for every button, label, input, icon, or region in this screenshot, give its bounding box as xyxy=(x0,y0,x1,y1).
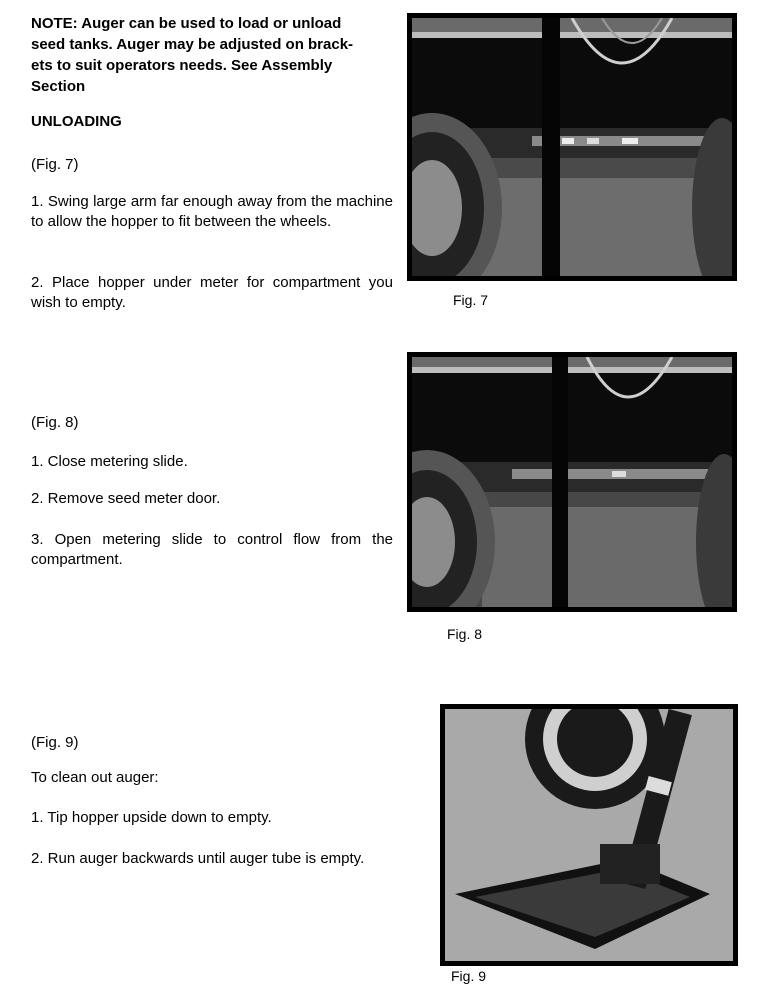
note-line-4: Section xyxy=(31,78,86,95)
unloading-heading: UNLOADING xyxy=(31,113,122,130)
fig7-photo xyxy=(407,13,737,281)
fig7-reference: (Fig. 7) xyxy=(31,156,79,173)
fig8-reference: (Fig. 8) xyxy=(31,414,79,431)
note-line-1: NOTE: Auger can be used to load or unload xyxy=(31,15,342,32)
fig9-caption: Fig. 9 xyxy=(451,968,487,984)
note-paragraph xyxy=(31,13,393,97)
fig8-photo xyxy=(407,352,737,612)
fig9-step-2: 2. Run auger backwards until auger tube is empty. xyxy=(31,850,365,867)
note-line-2: seed tanks. Auger may be adjusted on brack- xyxy=(31,36,354,53)
fig8-step-2: 2. Remove seed meter door. xyxy=(31,490,221,507)
fig8-step-1: 1. Close metering slide. xyxy=(31,453,188,470)
fig8-caption: Fig. 8 xyxy=(447,626,483,642)
fig8-step-3: 3. Open metering slide to control flow from the compartment. xyxy=(31,531,393,568)
unloading-step-2: 2. Place hopper under meter for compartment you wish to empty. xyxy=(31,274,393,311)
auger-wheel-photo xyxy=(412,18,732,276)
fig9-photo xyxy=(440,704,738,966)
fig7-caption: Fig. 7 xyxy=(453,292,489,308)
fig9-step-1: 1. Tip hopper upside down to empty. xyxy=(31,809,272,826)
seed-meter-photo xyxy=(412,357,732,607)
unloading-step-1: 1. Swing large arm far enough away from the machine to allow the hopper to fit between the wheels. xyxy=(31,193,393,230)
hopper-photo xyxy=(445,709,733,961)
fig9-reference: (Fig. 9) xyxy=(31,734,79,751)
fig9-intro: To clean out auger: xyxy=(31,769,159,786)
note-line-3: ets to suit operators needs. See Assembly xyxy=(31,57,333,74)
